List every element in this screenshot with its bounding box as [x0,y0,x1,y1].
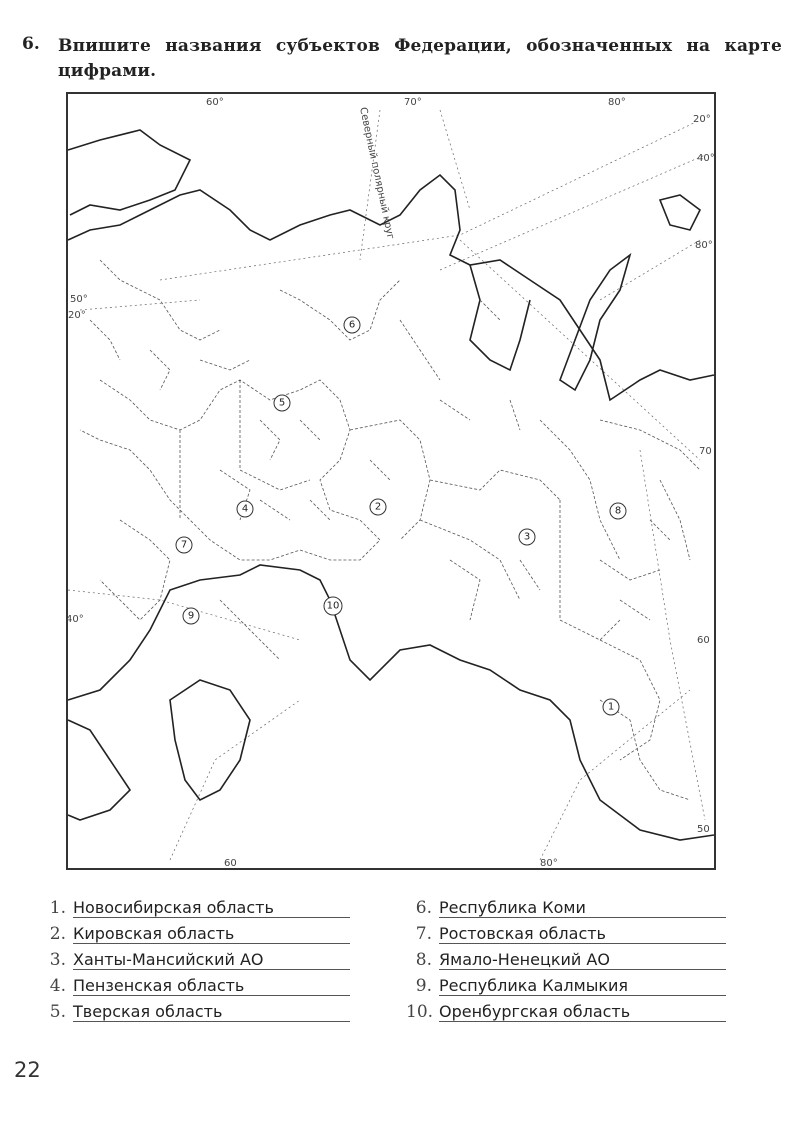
label-20-right: 20° [693,114,711,125]
answer-row [406,898,726,924]
answers-right-column [406,898,726,1028]
answer-number: 1. [49,898,66,918]
answer-line [73,995,350,996]
svg-text:3: 3 [523,531,531,543]
coordinate-labels [66,97,715,869]
answer-line [73,943,350,944]
svg-text:10: 10 [326,600,340,612]
answer-line [439,995,726,996]
arctic-coastline [68,175,714,400]
marker-2 [370,499,386,515]
label-60-top: 60° [206,97,224,108]
svg-text:6: 6 [348,319,356,331]
page-number: 22 [14,1058,41,1082]
marker-5 [274,395,290,411]
answer-text[interactable]: Республика Калмыкия [439,976,629,995]
region-markers [176,317,626,715]
answer-number: 6. [415,898,432,918]
answer-text[interactable]: Тверская область [73,1002,223,1021]
answer-text[interactable]: Ростовская область [439,924,606,943]
label-40-left: 40° [66,614,84,625]
label-70-top: 70° [404,97,422,108]
label-20-left: 20° [68,310,86,321]
answer-text[interactable]: Оренбургская область [439,1002,631,1021]
label-40-right: 40° [697,153,715,164]
caspian-coast [170,680,250,800]
marker-7 [176,537,192,553]
label-60-right: 60 [697,635,710,646]
marker-10 [324,597,342,615]
svg-text:1: 1 [607,701,615,713]
answer-number: 10. [406,1002,434,1022]
islands-ne [660,195,700,230]
svg-text:7: 7 [180,539,188,551]
label-60-bottom: 60 [224,858,237,869]
marker-8 [610,503,626,519]
label-80-bottom: 80° [540,858,558,869]
answer-line [73,917,350,918]
answer-line [439,969,726,970]
answer-text[interactable]: Республика Коми [439,898,586,917]
label-80-top: 80° [608,97,626,108]
answer-text[interactable]: Ямало-Ненецкий АО [439,950,610,969]
answer-row [40,976,360,1002]
answer-text[interactable]: Пензенская область [73,976,245,995]
answer-row [40,950,360,976]
region-borders-fine [150,300,690,620]
svg-text:4: 4 [241,503,249,515]
svg-text:2: 2 [374,501,382,513]
label-50-right: 50 [697,824,710,835]
answer-number: 2. [49,924,66,944]
answer-row [406,950,726,976]
answer-row [406,924,726,950]
answer-line [439,917,726,918]
map-frame [67,93,715,869]
answer-text[interactable]: Кировская область [73,924,235,943]
answer-text[interactable]: Ханты-Мансийский АО [73,950,264,969]
answers-left-column [40,898,360,1028]
answer-row [406,1002,726,1028]
task-instruction: Впишите названия субъектов Федерации, обозначенных на карте цифрами. [58,36,782,81]
label-70-right: 70 [699,446,712,457]
marker-9 [183,608,199,624]
arctic-circle-label: Северный полярный круг [357,106,396,241]
yamal-peninsula [470,265,530,370]
answer-text[interactable]: Новосибирская область [73,898,274,917]
answer-line [73,1021,350,1022]
answer-row [40,898,360,924]
task-number: 6. [22,34,40,54]
answer-number: 5. [49,1002,66,1022]
answer-number: 4. [49,976,66,996]
label-50-left: 50° [70,294,88,305]
svg-text:8: 8 [614,505,622,517]
svg-text:5: 5 [278,397,286,409]
novaya-zemlya [560,255,630,390]
marker-3 [519,529,535,545]
answer-number: 7. [415,924,432,944]
answer-row [40,1002,360,1028]
answer-line [439,943,726,944]
answer-row [40,924,360,950]
kola-coastline [68,130,190,215]
answer-number: 9. [415,976,432,996]
answer-number: 8. [415,950,432,970]
marker-6 [344,317,360,333]
label-80-right: 80° [695,240,713,251]
answer-number: 3. [49,950,66,970]
marker-1 [603,699,619,715]
svg-text:9: 9 [187,610,195,622]
marker-4 [237,501,253,517]
black-sea-coast [68,720,130,820]
answer-line [439,1021,726,1022]
answer-line [73,969,350,970]
answer-row [406,976,726,1002]
